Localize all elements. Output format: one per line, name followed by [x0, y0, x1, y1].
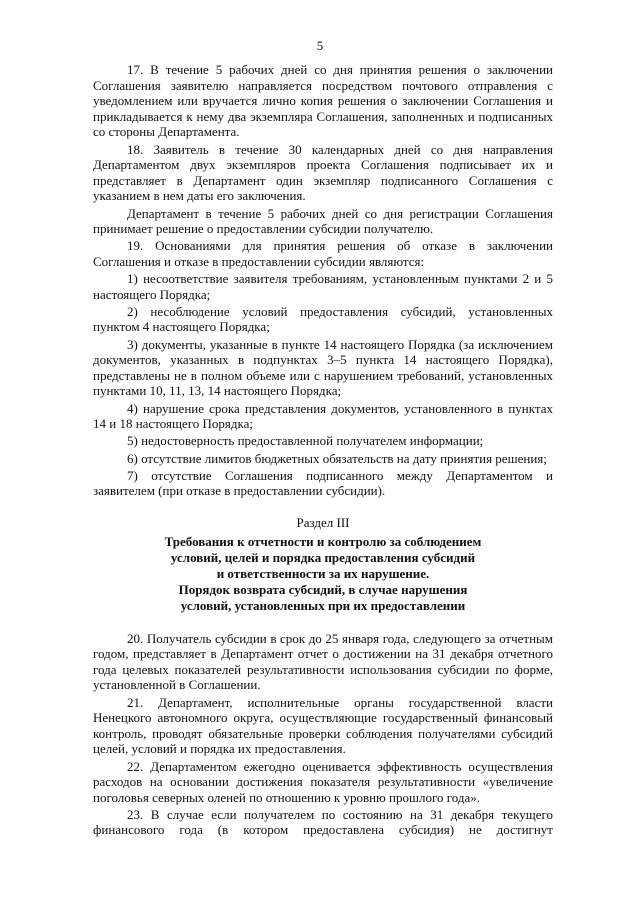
- paragraph-23: 23. В случае если получателем по состоянию на 31 декабря текущего финансового года (в котором предоставлена субсидия) не достигнут: [93, 806, 553, 838]
- paragraph-19: 19. Основаниями для принятия решения об отказе в заключении Соглашения и отказе в предоставлении субсидии являются:: [93, 238, 553, 269]
- section-heading-line: Требования к отчетности и контролю за соблюдением: [164, 533, 482, 549]
- list-item-7: 7) отсутствие Соглашения подписанного между Департаментом и заявителем (при отказе в предоставлении субсидии).: [93, 467, 553, 499]
- section-heading-line: условий, целей и порядка предоставления субсидий: [170, 549, 476, 565]
- list-item-2: 2) несоблюдение условий предоставления субсидий, установленных пунктом 4 настоящего Порядка;: [93, 303, 553, 335]
- paragraph-18: 18. Заявитель в течение 30 календарных дней со дня направления Департаментом двух экземпляров проекта Соглашения подписывает их и представляет в Департамент один экземпляр подписанного Соглашения с указанием в нем даты его заключения.: [93, 141, 553, 204]
- section-heading-line: условий, установленных при их предоставлении: [180, 597, 466, 613]
- paragraph-18-continued: Департамент в течение 5 рабочих дней со дня регистрации Соглашения принимает решение о предоставлении субсидии получателю.: [93, 205, 553, 237]
- paragraph-22: 22. Департаментом ежегодно оценивается эффективность осуществления расходов на основании достижения показателя результативности «увеличение поголовья северных оленей по отношению к уровню прошлого года».: [93, 758, 553, 805]
- list-item-5: 5) недостоверность предоставленной получателем информации;: [127, 433, 484, 449]
- page-number: 5: [316, 38, 324, 53]
- paragraph-21: 21. Департамент, исполнительные органы государственной власти Ненецкого автономного округа, осуществляющие государственный финансовый контроль, проводят обязательные проверки соблюдения получателями субсидий целей, условий и порядка их предоставления.: [93, 694, 553, 757]
- paragraph-17: 17. В течение 5 рабочих дней со дня принятия решения о заключении Соглашения заявителю направляется посредством почтового отправления с уведомлением или вручается лично копия решения о заключении Соглашения и прикладывается к нему два экземпляра Соглашения, заполненных и подписанных со стороны Департамента.: [93, 62, 553, 140]
- section-label: Раздел III: [296, 514, 350, 530]
- document-body: [93, 62, 553, 840]
- list-item-4: 4) нарушение срока представления документов, установленного в пунктах 14 и 18 настоящего Порядка;: [93, 400, 553, 432]
- paragraph-20: 20. Получатель субсидии в срок до 25 января года, следующего за отчетным годом, представляет в Департамент отчет о достижении на 31 декабря отчетного года целевых показателей результативности использования субсидии по форме, установленной в Соглашении.: [93, 630, 553, 693]
- section-heading-line: Порядок возврата субсидий, в случае нарушения: [178, 581, 468, 597]
- list-item-3: 3) документы, указанные в пункте 14 настоящего Порядка (за исключением документов, указанных в подпунктах 3–5 пункта 14 настоящего Порядка), представлены не в полном объеме или с нарушением требований, установленных пунктами 10, 11, 13, 14 настоящего Порядка;: [93, 336, 553, 399]
- section-heading: [93, 534, 553, 614]
- list-item-1: 1) несоответствие заявителя требованиям, установленным пунктами 2 и 5 настоящего Порядка;: [93, 271, 553, 302]
- section-heading-line: и ответственности за их нарушение.: [216, 565, 430, 581]
- list-item-6: 6) отсутствие лимитов бюджетных обязательств на дату принятия решения;: [127, 450, 547, 466]
